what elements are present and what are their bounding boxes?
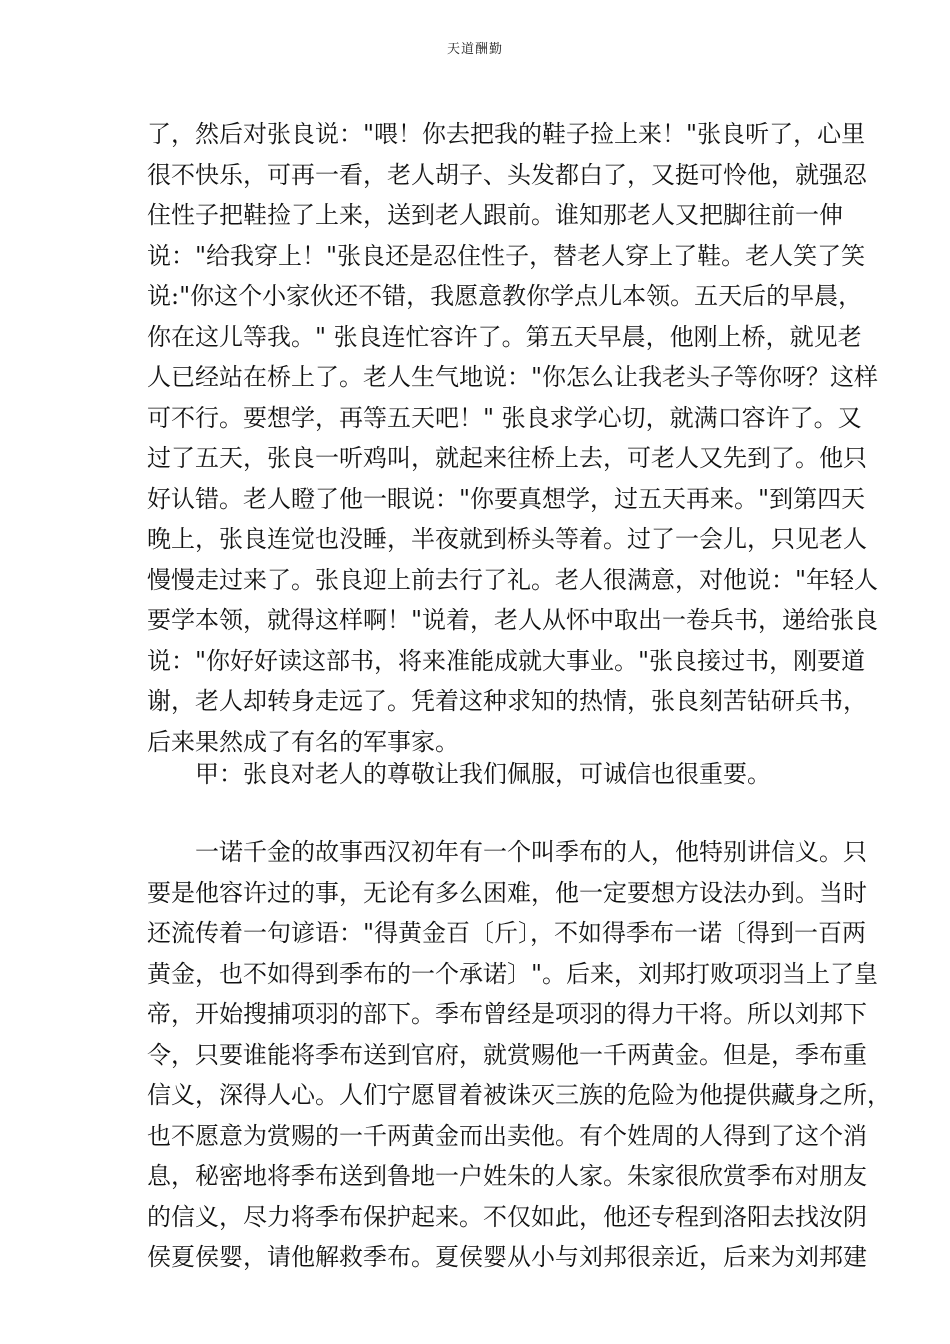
text-line: 后来果然成了有名的军事家。 xyxy=(147,727,459,756)
text-line: 也不愿意为赏赐的一千两黄金而出卖他。有个姓周的人得到了这个消 xyxy=(147,1121,867,1150)
text-line: 慢慢走过来了。张良迎上前去行了礼。老人很满意，对他说："年轻人 xyxy=(147,565,879,594)
text-line: 可不行。要想学，再等五天吧！" 张良求学心切，就满口容许了。又 xyxy=(147,403,862,432)
text-line: 了，然后对张良说："喂！你去把我的鞋子捡上来！"张良听了，心里 xyxy=(147,120,866,148)
text-line: 甲：张良对老人的尊敬让我们佩服，可诚信也很重要。 xyxy=(195,760,771,788)
text-line: 令，只要谁能将季布送到官府，就赏赐他一千两黄金。但是，季布重 xyxy=(147,1040,867,1069)
page-header: 天道酬勤 xyxy=(446,42,503,57)
text-line: 人已经站在桥上了。老人生气地说："你怎么让我老头子等你呀？这样 xyxy=(147,363,879,391)
text-line: 晚上，张良连觉也没睡，半夜就到桥头等着。过了一会儿，只见老人 xyxy=(147,525,867,553)
text-line: 侯夏侯婴，请他解救季布。夏侯婴从小与刘邦很亲近，后来为刘邦建 xyxy=(147,1243,867,1271)
text-line: 息，秘密地将季布送到鲁地一户姓朱的人家。朱家很欣赏季布对朋友 xyxy=(147,1162,867,1190)
text-line: 说:"你这个小家伙还不错，我愿意教你学点儿本领。五天后的早晨， xyxy=(147,282,863,310)
paragraph-zhang-liang-story xyxy=(147,114,879,762)
text-line: 的信义，尽力将季布保护起来。不仅如此，他还专程到洛阳去找汝阴 xyxy=(147,1202,867,1231)
text-line: 黄金，也不如得到季布的一个承诺〕"。后来，刘邦打败项羽当上了皇 xyxy=(147,959,879,988)
paragraph-ji-bu-story xyxy=(147,832,891,1278)
text-line: 很不快乐，可再一看，老人胡子、头发都白了，又挺可怜他，就强忍 xyxy=(147,160,867,189)
text-line: 信义，深得人心。人们宁愿冒着被诛灭三族的危险为他提供藏身之所， xyxy=(147,1081,891,1109)
text-line: 好认错。老人瞪了他一眼说："你要真想学，过五天再来。"到第四天 xyxy=(147,484,866,513)
text-line: 要是他容许过的事，无论有多么困难，他一定要想方设法办到。当时 xyxy=(147,878,867,907)
text-line: 过了五天，张良一听鸡叫，就起来往桥上去，可老人又先到了。他只 xyxy=(147,444,867,472)
text-line: 住性子把鞋捡了上来，送到老人跟前。谁知那老人又把脚往前一伸 xyxy=(147,201,843,229)
text-line: 还流传着一句谚语："得黄金百〔斤〕，不如得季布一诺〔得到一百两 xyxy=(147,919,867,947)
text-line: 帝，开始搜捕项羽的部下。季布曾经是项羽的得力干将。所以刘邦下 xyxy=(147,1000,867,1028)
text-line: 一诺千金的故事西汉初年有一个叫季布的人，他特别讲信义。只 xyxy=(195,838,867,866)
text-line: 你在这儿等我。" 张良连忙容许了。第五天早晨，他刚上桥，就见老 xyxy=(147,322,862,351)
text-line: 要学本领，就得这样啊！"说着，老人从怀中取出一卷兵书，递给张良 xyxy=(147,606,879,634)
text-line: 谢，老人却转身走远了。凭着这种求知的热情，张良刻苦钻研兵书， xyxy=(147,687,867,715)
text-line: 说："你好好读这部书，将来准能成就大事业。"张良接过书，刚要道 xyxy=(147,646,866,675)
text-line: 说："给我穿上！"张良还是忍住性子，替老人穿上了鞋。老人笑了笑 xyxy=(147,241,866,270)
paragraph-jia-comment xyxy=(147,754,807,795)
